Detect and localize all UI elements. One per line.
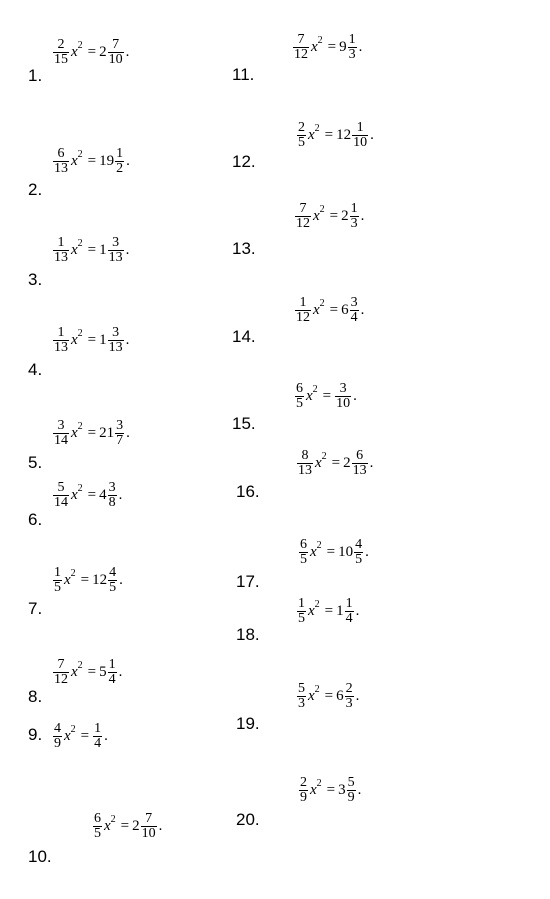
result-fraction-numerator: 5 — [347, 775, 355, 790]
coefficient-fraction-denominator: 12 — [296, 216, 310, 231]
period: . — [360, 302, 365, 318]
equals-sign: = — [87, 153, 97, 169]
period: . — [369, 455, 374, 471]
result-fraction — [354, 538, 363, 567]
coefficient-fraction-numerator: 2 — [300, 775, 307, 790]
coefficient-fraction — [295, 296, 311, 325]
result-fraction — [141, 812, 157, 841]
exponent: 2 — [70, 567, 76, 579]
whole-number: 1 — [99, 332, 107, 348]
whole-number: 1 — [99, 242, 107, 258]
whole-number: 10 — [338, 544, 354, 560]
whole-number: 12 — [92, 572, 108, 588]
period: . — [365, 544, 369, 560]
whole-number: 2 — [132, 818, 140, 834]
result-fraction-numerator: 3 — [116, 418, 124, 433]
result-fraction-denominator: 7 — [116, 433, 124, 448]
result-fraction — [108, 326, 124, 355]
problem-number: 18. — [236, 625, 260, 644]
result-fraction — [335, 382, 351, 411]
equation — [298, 776, 361, 805]
result-fraction-numerator: 4 — [355, 537, 363, 552]
problem-number: 16. — [236, 482, 260, 501]
equation — [52, 326, 129, 355]
coefficient-fraction — [53, 566, 62, 595]
coefficient-fraction-denominator: 13 — [54, 340, 68, 355]
coefficient-fraction-numerator: 6 — [57, 146, 65, 161]
exponent: 2 — [312, 383, 318, 395]
coefficient-fraction — [297, 121, 306, 150]
result-fraction-numerator: 3 — [112, 235, 120, 250]
coefficient-fraction-numerator: 7 — [297, 32, 305, 47]
coefficient-fraction-numerator: 2 — [57, 37, 65, 52]
coefficient-fraction-numerator: 1 — [57, 325, 65, 340]
whole-number: 19 — [99, 153, 115, 169]
problem-number: 1. — [28, 66, 43, 85]
variable: x — [71, 242, 78, 258]
problem-number: 4. — [28, 360, 43, 379]
equation — [52, 658, 122, 687]
result-fraction — [108, 38, 124, 67]
variable: x — [71, 425, 78, 441]
coefficient-fraction-numerator: 5 — [57, 480, 65, 495]
variable: x — [64, 728, 71, 744]
result-fraction-denominator: 3 — [348, 47, 356, 62]
problem-number: 11. — [232, 65, 255, 84]
result-fraction — [345, 597, 354, 626]
period: . — [119, 572, 123, 588]
equation — [296, 121, 374, 150]
result-fraction — [108, 658, 117, 687]
whole-number: 2 — [343, 455, 351, 471]
result-fraction — [350, 296, 359, 325]
equals-sign: = — [80, 728, 90, 744]
problem-number: 19. — [236, 714, 260, 733]
equals-sign: = — [87, 242, 97, 258]
problem-number: 3. — [28, 270, 43, 289]
coefficient-fraction-denominator: 13 — [54, 161, 68, 176]
coefficient-fraction-denominator: 5 — [296, 396, 303, 411]
result-fraction-denominator: 4 — [108, 672, 116, 687]
whole-number: 6 — [341, 302, 349, 318]
result-fraction — [350, 202, 359, 231]
problem-number: 14. — [232, 327, 256, 346]
result-fraction-denominator: 3 — [345, 696, 353, 711]
coefficient-fraction — [53, 722, 62, 751]
equals-sign: = — [329, 208, 339, 224]
variable: x — [71, 332, 78, 348]
coefficient-fraction-denominator: 5 — [54, 580, 61, 595]
coefficient-fraction — [299, 776, 308, 805]
result-fraction-denominator: 10 — [336, 396, 351, 411]
exponent: 2 — [77, 39, 83, 51]
result-fraction-denominator: 8 — [108, 495, 116, 510]
result-fraction-numerator: 3 — [112, 325, 120, 340]
variable: x — [310, 782, 317, 798]
coefficient-fraction — [53, 419, 69, 448]
coefficient-fraction — [53, 236, 69, 265]
period: . — [360, 208, 365, 224]
exponent: 2 — [77, 148, 83, 160]
problem-number: 6. — [28, 510, 43, 529]
result-fraction-numerator: 4 — [109, 565, 117, 580]
result-fraction-denominator: 13 — [108, 340, 123, 355]
result-fraction-denominator: 9 — [347, 790, 355, 805]
exponent: 2 — [77, 482, 83, 494]
period: . — [158, 818, 163, 834]
coefficient-fraction — [293, 33, 309, 62]
equals-sign: = — [327, 39, 337, 55]
problem-number: 20. — [236, 810, 260, 829]
problem-number: 13. — [232, 239, 256, 258]
equals-sign: = — [322, 388, 332, 404]
equation — [52, 566, 123, 595]
variable: x — [71, 44, 78, 60]
period: . — [126, 153, 130, 169]
exponent: 2 — [314, 122, 320, 134]
result-fraction-denominator: 10 — [141, 826, 156, 841]
coefficient-fraction-denominator: 5 — [94, 826, 101, 841]
result-fraction — [348, 33, 357, 62]
coefficient-fraction-denominator: 12 — [54, 672, 68, 687]
equation — [52, 722, 108, 751]
variable: x — [308, 688, 315, 704]
result-fraction-denominator: 13 — [352, 463, 367, 478]
result-fraction-denominator: 3 — [350, 216, 358, 231]
whole-number: 12 — [336, 127, 352, 143]
period: . — [118, 664, 123, 680]
equation — [52, 38, 129, 67]
period: . — [370, 127, 374, 143]
variable: x — [313, 208, 320, 224]
problem-number: 12. — [232, 152, 256, 171]
period: . — [357, 782, 362, 798]
exponent: 2 — [77, 237, 83, 249]
coefficient-fraction-numerator: 5 — [298, 681, 305, 696]
coefficient-fraction — [297, 682, 306, 711]
coefficient-fraction-denominator: 9 — [300, 790, 307, 805]
problem-number: 9. — [28, 725, 43, 744]
equation — [292, 33, 362, 62]
result-fraction-numerator: 3 — [108, 480, 116, 495]
period: . — [104, 728, 108, 744]
equals-sign: = — [80, 572, 90, 588]
result-fraction-numerator: 7 — [145, 811, 153, 826]
coefficient-fraction — [295, 202, 311, 231]
result-fraction-numerator: 1 — [345, 596, 353, 611]
exponent: 2 — [77, 420, 83, 432]
exponent: 2 — [319, 297, 325, 309]
equals-sign: = — [329, 302, 339, 318]
result-fraction-numerator: 1 — [108, 657, 116, 672]
coefficient-fraction — [53, 481, 69, 510]
variable: x — [308, 603, 315, 619]
result-fraction — [108, 481, 117, 510]
variable: x — [311, 39, 318, 55]
result-fraction-denominator: 10 — [108, 52, 123, 67]
coefficient-fraction-denominator: 14 — [54, 495, 68, 510]
exponent: 2 — [77, 327, 83, 339]
coefficient-fraction-denominator: 13 — [54, 250, 68, 265]
variable: x — [306, 388, 313, 404]
equation — [52, 147, 130, 176]
whole-number: 1 — [336, 603, 344, 619]
result-fraction-numerator: 3 — [339, 381, 347, 396]
coefficient-fraction-numerator: 8 — [301, 448, 309, 463]
whole-number: 9 — [339, 39, 347, 55]
coefficient-fraction-numerator: 1 — [54, 565, 61, 580]
equation — [52, 236, 129, 265]
variable: x — [308, 127, 315, 143]
exponent: 2 — [321, 450, 327, 462]
equation — [52, 481, 122, 510]
coefficient-fraction-numerator: 1 — [298, 596, 305, 611]
coefficient-fraction-denominator: 15 — [54, 52, 68, 67]
result-fraction-denominator: 5 — [355, 552, 363, 567]
coefficient-fraction — [93, 812, 102, 841]
period: . — [358, 39, 363, 55]
coefficient-fraction-denominator: 13 — [298, 463, 312, 478]
period: . — [118, 487, 123, 503]
result-fraction-denominator: 5 — [109, 580, 117, 595]
result-fraction-numerator: 6 — [356, 448, 364, 463]
equals-sign: = — [331, 455, 341, 471]
whole-number: 5 — [99, 664, 107, 680]
equation — [294, 382, 357, 411]
result-fraction — [347, 776, 356, 805]
result-fraction — [93, 722, 102, 751]
result-fraction — [352, 121, 368, 150]
equals-sign: = — [326, 782, 336, 798]
result-fraction-denominator: 4 — [94, 736, 102, 751]
equation — [92, 812, 162, 841]
problem-number: 15. — [232, 414, 256, 433]
equals-sign: = — [87, 487, 97, 503]
result-fraction-numerator: 1 — [350, 201, 358, 216]
period: . — [125, 242, 130, 258]
result-fraction-numerator: 1 — [94, 721, 102, 736]
period: . — [353, 388, 357, 404]
variable: x — [71, 487, 78, 503]
coefficient-fraction-denominator: 5 — [298, 135, 305, 150]
whole-number: 3 — [338, 782, 346, 798]
equals-sign: = — [87, 44, 97, 60]
period: . — [355, 603, 360, 619]
coefficient-fraction-numerator: 3 — [57, 418, 65, 433]
exponent: 2 — [319, 203, 325, 215]
result-fraction-numerator: 2 — [345, 681, 353, 696]
result-fraction-denominator: 4 — [350, 310, 358, 325]
equation — [294, 202, 364, 231]
coefficient-fraction-numerator: 7 — [299, 201, 307, 216]
problem-number: 2. — [28, 180, 43, 199]
coefficient-fraction — [297, 597, 306, 626]
result-fraction — [115, 419, 124, 448]
coefficient-fraction-denominator: 9 — [54, 736, 61, 751]
coefficient-fraction — [53, 658, 69, 687]
equals-sign: = — [324, 127, 334, 143]
variable: x — [310, 544, 317, 560]
exponent: 2 — [110, 813, 116, 825]
whole-number: 4 — [99, 487, 107, 503]
result-fraction-numerator: 3 — [350, 295, 358, 310]
problem-number: 10. — [28, 847, 52, 866]
equation — [52, 419, 130, 448]
result-fraction-denominator: 4 — [345, 611, 353, 626]
variable: x — [315, 455, 322, 471]
exponent: 2 — [316, 539, 322, 551]
coefficient-fraction-denominator: 3 — [298, 696, 305, 711]
coefficient-fraction — [53, 38, 69, 67]
result-fraction — [352, 449, 368, 478]
coefficient-fraction-denominator: 5 — [300, 552, 307, 567]
result-fraction-denominator: 13 — [108, 250, 123, 265]
exponent: 2 — [70, 723, 76, 735]
exponent: 2 — [314, 598, 320, 610]
result-fraction — [345, 682, 354, 711]
equals-sign: = — [87, 332, 97, 348]
result-fraction-denominator: 10 — [353, 135, 368, 150]
equals-sign: = — [324, 603, 334, 619]
problem-number: 7. — [28, 599, 43, 618]
variable: x — [71, 664, 78, 680]
exponent: 2 — [316, 777, 322, 789]
equals-sign: = — [120, 818, 130, 834]
coefficient-fraction-numerator: 4 — [54, 721, 61, 736]
result-fraction-numerator: 1 — [356, 120, 364, 135]
exponent: 2 — [317, 34, 323, 46]
equation — [296, 449, 373, 478]
coefficient-fraction-numerator: 1 — [57, 235, 65, 250]
coefficient-fraction — [297, 449, 313, 478]
equation — [296, 682, 359, 711]
exponent: 2 — [314, 683, 320, 695]
whole-number: 21 — [99, 425, 115, 441]
coefficient-fraction-numerator: 1 — [299, 295, 307, 310]
result-fraction-numerator: 1 — [116, 146, 124, 161]
exponent: 2 — [77, 659, 83, 671]
whole-number: 6 — [336, 688, 344, 704]
coefficient-fraction-denominator: 5 — [298, 611, 305, 626]
result-fraction-numerator: 7 — [112, 37, 120, 52]
problem-number: 8. — [28, 687, 43, 706]
equation — [294, 296, 364, 325]
coefficient-fraction — [53, 147, 69, 176]
result-fraction-denominator: 2 — [116, 161, 124, 176]
coefficient-fraction — [53, 326, 69, 355]
variable: x — [64, 572, 71, 588]
coefficient-fraction-numerator: 6 — [300, 537, 307, 552]
period: . — [125, 332, 130, 348]
result-fraction — [108, 566, 117, 595]
result-fraction — [115, 147, 124, 176]
coefficient-fraction — [295, 382, 304, 411]
result-fraction-numerator: 1 — [348, 32, 356, 47]
coefficient-fraction-numerator: 7 — [57, 657, 65, 672]
coefficient-fraction-numerator: 6 — [296, 381, 303, 396]
coefficient-fraction-denominator: 14 — [54, 433, 68, 448]
whole-number: 2 — [99, 44, 107, 60]
coefficient-fraction-denominator: 12 — [294, 47, 308, 62]
equation — [296, 597, 359, 626]
variable: x — [71, 153, 78, 169]
period: . — [125, 44, 130, 60]
period: . — [355, 688, 360, 704]
equals-sign: = — [324, 688, 334, 704]
problem-number: 5. — [28, 453, 43, 472]
equals-sign: = — [87, 425, 97, 441]
equals-sign: = — [87, 664, 97, 680]
equation — [298, 538, 369, 567]
result-fraction — [108, 236, 124, 265]
coefficient-fraction — [299, 538, 308, 567]
coefficient-fraction-denominator: 12 — [296, 310, 310, 325]
coefficient-fraction-numerator: 2 — [298, 120, 305, 135]
whole-number: 2 — [341, 208, 349, 224]
equals-sign: = — [326, 544, 336, 560]
problem-number: 17. — [236, 572, 260, 591]
period: . — [126, 425, 130, 441]
variable: x — [104, 818, 111, 834]
variable: x — [313, 302, 320, 318]
coefficient-fraction-numerator: 6 — [94, 811, 101, 826]
